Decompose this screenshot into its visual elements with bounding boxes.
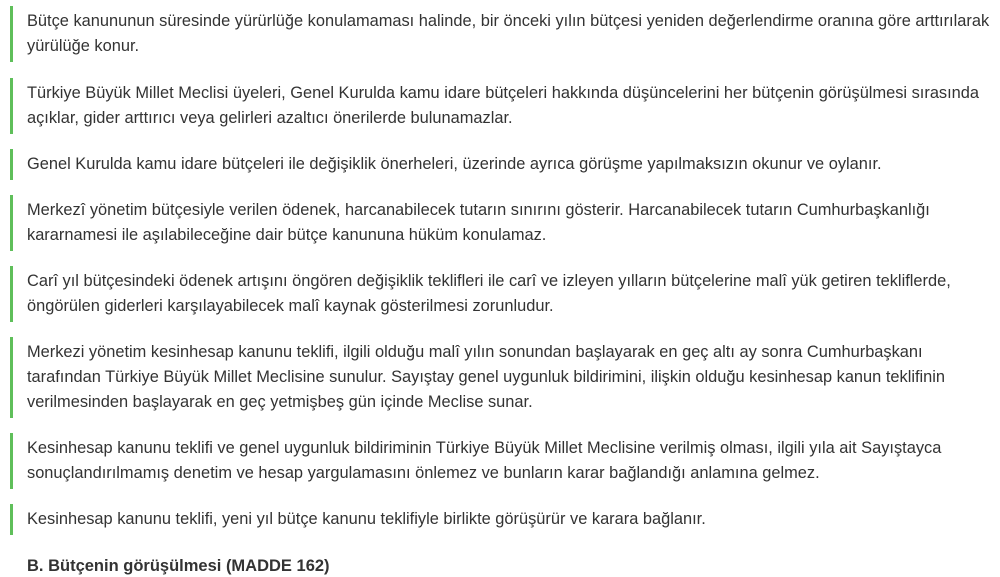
paragraph-block (10, 433, 990, 489)
paragraph-block (10, 337, 990, 418)
paragraph-text: Merkezî yönetim bütçesiyle verilen ödenek, harcanabilecek tutarın sınırını gösterir. Harcanabilecek tutarın Cumhurbaşkanlığı kararnamesi ile aşılabileceğine dair bütçe kanununa hüküm konulamaz. (27, 201, 930, 244)
paragraph-text: Bütçe kanununun süresinde yürürlüğe konulamaması halinde, bir önceki yılın bütçesi yeniden değerlendirme oranına göre arttırılarak yürülüğe konur. (27, 12, 990, 55)
paragraph-text: Kesinhesap kanunu teklifi, yeni yıl bütçe kanunu teklifiyle birlikte görüşürür ve karara bağlanır. (27, 510, 706, 528)
paragraph-block (10, 6, 990, 62)
paragraph-text: Carî yıl bütçesindeki ödenek artışını öngören değişiklik teklifleri ile carî ve izleyen yılların bütçelerine malî yük getiren tekliflerde, öngörülen giderleri karşılayabilecek malî kaynak gösterilmesi zorunludur. (27, 272, 951, 315)
paragraph-block (10, 195, 990, 251)
paragraph-block (10, 149, 990, 180)
paragraph-text: Merkezi yönetim kesinhesap kanunu teklifi, ilgili olduğu malî yılın sonundan başlayarak en geç altı ay sonra Cumhurbaşkanı tarafından Türkiye Büyük Millet Meclisine sunulur. Sayıştay genel uygunluk bildirimini, ilişkin olduğu kesinhesap kanun teklifinin verilmesinden başlayarak en geç yetmişbeş gün içinde Meclise sunar. (27, 343, 946, 411)
paragraph-block (10, 78, 990, 134)
paragraph-text: Kesinhesap kanunu teklifi ve genel uygunluk bildiriminin Türkiye Büyük Millet Meclisine verilmiş olması, ilgili yıla ait Sayıştayca sonuçlandırılmamış denetim ve hesap yargulamasını önlemez ve bunların karar bağlandığı anlamına gelmez. (27, 439, 942, 482)
paragraph-text: Türkiye Büyük Millet Meclisi üyeleri, Genel Kurulda kamu idare bütçeleri hakkında düşüncelerini her bütçenin görüşülmesi sırasında açıklar, gider arttırıcı veya gelirleri azaltıcı önerilerde bulunamazlar. (27, 84, 980, 127)
paragraph-block (10, 504, 990, 535)
paragraph-text: Genel Kurulda kamu idare bütçeleri ile değişiklik önerheleri, üzerinde ayrıca görüşme yapılmaksızın okunur ve oylanır. (27, 155, 882, 173)
section-heading: B. Bütçenin görüşülmesi (MADDE 162) (27, 557, 330, 575)
paragraph-block (10, 266, 990, 322)
